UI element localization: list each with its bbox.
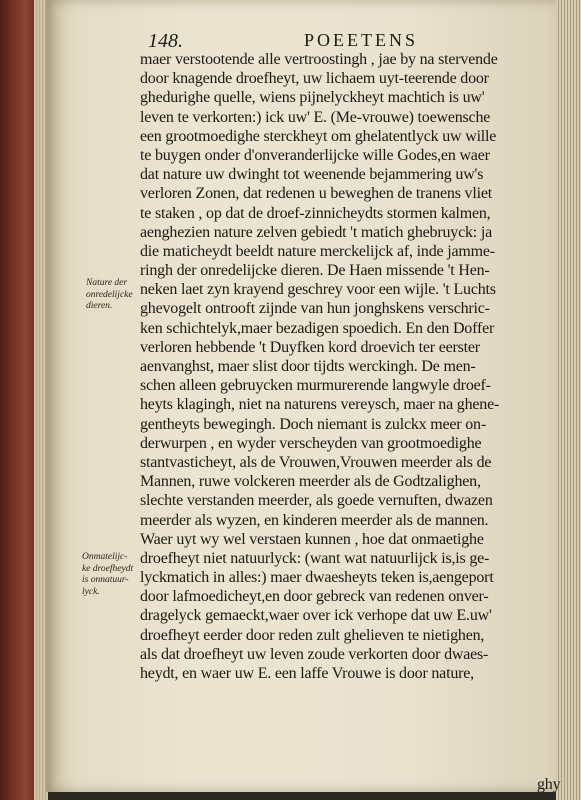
- margin-note-line: lyck.: [82, 586, 100, 597]
- margin-note-line: is onnatuur-: [82, 575, 129, 585]
- text-line: slechte verstanden meerder, als goede vernuften, dwazen: [140, 492, 493, 510]
- margin-note-line: Onmatelijc-: [82, 552, 128, 562]
- text-line: Mannen, ruwe volckeren meerder als de Godtzalighen,: [140, 473, 481, 491]
- running-head: POEETENS: [304, 30, 418, 50]
- text-line: door knagende droefheyt, uw lichaem uyt-teerende door: [140, 70, 489, 88]
- text-line: Waer uyt wy wel verstaen kunnen , hoe dat onmaetighe: [140, 530, 484, 548]
- catchword: ghy: [537, 776, 561, 793]
- text-line: door lafmoedicheyt,en door gebreck van redenen onver-: [140, 588, 489, 606]
- margin-note-line: Nature der: [86, 278, 128, 288]
- margin-note-line: ke droefheydt: [82, 563, 134, 574]
- text-line: dat nature uw dwinght tot weenende bejammering uw's: [140, 166, 484, 184]
- text-line: droefheyt eerder door reden zult ghelieven te nietighen,: [140, 626, 485, 644]
- text-line: dragelyck gemaeckt,waer over ick verhope dat uw E.uw': [140, 607, 492, 625]
- text-line: ringh der onredelijcke dieren. De Haen missende 't Hen-: [140, 262, 490, 280]
- text-line: die maticheydt beeldt nature merckelijck af, inde jamme-: [140, 242, 495, 260]
- margin-note-line: onredelijcke: [86, 289, 133, 300]
- margin-note-nature: [86, 278, 148, 313]
- body-text: [140, 50, 560, 683]
- text-line: schen alleen gebruycken murmurerende langwyle droef-: [140, 377, 491, 395]
- text-line: heydt, en waer uw E. een laffe Vrouwe is door nature,: [140, 665, 474, 682]
- text-line: leven te verkorten:) ick uw' E. (Me-vrouwe) toewensche: [140, 108, 491, 126]
- text-line: ken schichtelyk,maer bezadigen spoedich. En den Doffer: [140, 319, 495, 337]
- text-line: te staken , op dat de droef-zinnicheydts stormen kalmen,: [140, 204, 491, 222]
- text-line: ghedurighe quelle, wiens pijnelyckheyt machtich is uw': [140, 89, 485, 107]
- margin-note-grief: [82, 552, 144, 598]
- text-line: lyckmatich in alles:) maer dwaesheyts teken is,aengeport: [140, 569, 494, 587]
- text-line: verloren hebbende 't Duyfken kord droevich ter eerster: [140, 338, 480, 356]
- text-line: droefheyt niet natuurlyck: (want wat natuurlijck is,is ge-: [140, 549, 490, 567]
- page-header: [148, 24, 568, 50]
- text-line: ghevogelt ontrooft zijnde van hun jonghskens verschric-: [140, 300, 490, 318]
- text-line: heyts klagingh, niet na naturens vereysch, maer na ghene-: [140, 396, 500, 414]
- text-line: meerder als wyzen, en kinderen meerder als de mannen.: [140, 511, 489, 529]
- text-line: een grootmoedighe sterckheyt om ghelatentlyck uw wille: [140, 127, 497, 145]
- text-line: als dat droefheyt uw leven zoude verkorten door dwaes-: [140, 645, 489, 663]
- text-line: aenvanghst, maer slist door tijdts werckingh. De men-: [140, 358, 476, 375]
- text-line: verloren Zonen, dat redenen u beweghen de tranens vliet: [140, 185, 492, 203]
- margin-note-line: dieren.: [86, 301, 113, 311]
- text-line: te buygen onder d'onveranderlijcke wille Godes,en waer: [140, 146, 490, 164]
- page-number: 148.: [148, 30, 183, 52]
- text-line: maer verstootende alle vertroostingh , jae by na stervende: [140, 51, 498, 68]
- text-line: derwurpen , en wyder verscheyden van grootmoedighe: [140, 434, 482, 452]
- text-line: neken laet zyn krayend geschrey voor een wijle. 't Luchts: [140, 281, 496, 299]
- text-line: stantvasticheyt, als de Vrouwen,Vrouwen meerder als de: [140, 453, 492, 471]
- text-line: aenghezien nature zelven gebiedt 't matich ghebruyck: ja: [140, 223, 492, 241]
- text-line: gentheyts bewegingh. Doch niemant is zulckx meer on-: [140, 415, 486, 433]
